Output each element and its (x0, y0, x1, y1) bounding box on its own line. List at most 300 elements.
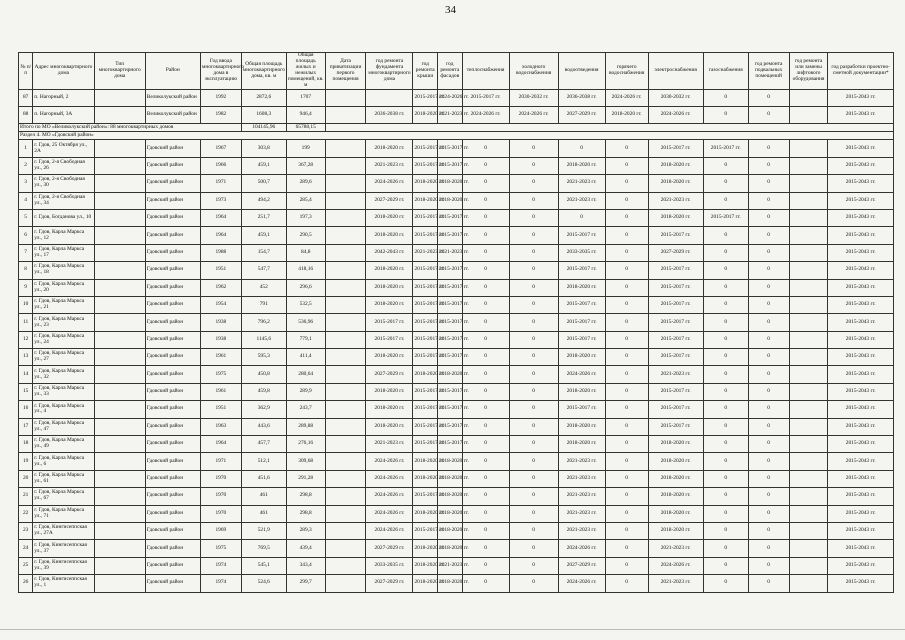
table-cell: 2015-2017 гг. (438, 436, 463, 453)
table-row (19, 209, 894, 226)
table-cell: 26 (19, 575, 33, 592)
table-cell: 459,1 (241, 157, 286, 174)
table-cell: 450,8 (241, 366, 286, 383)
table-cell (94, 453, 145, 470)
table-cell: 0 (509, 505, 558, 522)
table-cell: 0 (462, 436, 509, 453)
table-cell: 17 (19, 418, 33, 435)
table-cell (325, 209, 366, 226)
table-row (19, 557, 894, 574)
table-cell: 1988 (200, 244, 241, 261)
table-cell: 298,8 (286, 505, 325, 522)
table-cell (325, 470, 366, 487)
table-cell: 0 (703, 244, 748, 261)
table-cell: 0 (509, 175, 558, 192)
table-cell: 1970 (200, 488, 241, 505)
table-cell: 2018-2020 гг. (605, 107, 648, 124)
table-cell: 0 (509, 331, 558, 348)
table-cell: 0 (703, 557, 748, 574)
table-cell: 0 (748, 279, 789, 296)
table-cell (94, 575, 145, 592)
table-cell: 0 (703, 453, 748, 470)
table-cell: п. Нагорный, 2 (33, 89, 94, 106)
table-cell: 451,6 (241, 470, 286, 487)
table-cell (94, 157, 145, 174)
table-cell: 0 (703, 227, 748, 244)
table-cell: 1938 (200, 331, 241, 348)
table-cell: 779,1 (286, 331, 325, 348)
table-cell: 0 (748, 349, 789, 366)
table-cell: 0 (605, 331, 648, 348)
table-row (19, 331, 894, 348)
table-cell: 289,3 (286, 523, 325, 540)
table-cell: г. Гдов, Карла Маркса ул., 12 (33, 227, 94, 244)
table-row (19, 244, 894, 261)
table-cell: 0 (748, 366, 789, 383)
table-cell: 2015-2017 гг. (648, 279, 703, 296)
table-cell: 457,7 (241, 436, 286, 453)
table-cell: 0 (605, 366, 648, 383)
table-cell: 299,7 (286, 575, 325, 592)
table-cell: 0 (462, 575, 509, 592)
table-cell: 0 (748, 192, 789, 209)
table-cell: 2015-2017 гг. (648, 383, 703, 400)
table-cell: 2015-2017 гг. (413, 488, 438, 505)
table-cell (94, 279, 145, 296)
table-cell: 0 (605, 140, 648, 157)
table-cell (789, 314, 828, 331)
table-cell: 19 (19, 453, 33, 470)
header-basement: год ремонта подвальных помещений (748, 53, 789, 90)
table-cell: 0 (462, 366, 509, 383)
table-cell: Гдовский район (145, 418, 200, 435)
table-cell (325, 157, 366, 174)
page-number: 34 (445, 4, 456, 16)
header-hot-water: горячего водоснабжения (605, 53, 648, 90)
table-cell (94, 192, 145, 209)
table-cell: 0 (605, 557, 648, 574)
table-cell: 2021-2023 гг. (413, 244, 438, 261)
table-cell: 0 (462, 557, 509, 574)
table-cell (789, 383, 828, 400)
table-cell: 2015-2017 гг. (413, 418, 438, 435)
table-cell: 2021-2023 гг. (366, 157, 413, 174)
table-cell: 10 (19, 296, 33, 313)
table-row (19, 453, 894, 470)
table-cell: 2015-2017 гг. (558, 331, 605, 348)
table-cell: 2018-2020 гг. (648, 470, 703, 487)
table-cell: 2015-2017 гг. (438, 314, 463, 331)
table-cell: 0 (509, 401, 558, 418)
table-cell: 2021-2023 гг. (366, 436, 413, 453)
table-row (19, 523, 894, 540)
table-cell: 0 (748, 157, 789, 174)
table-cell: 2018-2020 гг. (413, 453, 438, 470)
table-cell: 15 (19, 383, 33, 400)
table-cell: Гдовский район (145, 209, 200, 226)
table-cell: Гдовский район (145, 575, 200, 592)
table-cell: 2015-2017 гг. (558, 401, 605, 418)
table-cell: 3 (19, 175, 33, 192)
table-cell: 0 (509, 279, 558, 296)
header-facade: год ремонта фасадов (438, 53, 463, 90)
table-row (19, 349, 894, 366)
table-cell: 2018-2020 гг. (413, 540, 438, 557)
table-cell: 2015-2043 гг. (828, 192, 894, 209)
table-cell: 2024-2026 гг. (366, 470, 413, 487)
table-cell: 2021-2023 гг. (438, 244, 463, 261)
table-cell: 0 (703, 314, 748, 331)
table-cell: 769,5 (241, 540, 286, 557)
header-drainage: водоотведения (558, 53, 605, 90)
table-cell: 2018-2020 гг. (648, 209, 703, 226)
table-cell: 12 (19, 331, 33, 348)
table-cell: 2015-2017 гг. (413, 157, 438, 174)
table-cell: 289,9 (286, 383, 325, 400)
table-cell: 0 (703, 262, 748, 279)
table-cell: 2015-2043 гг. (828, 331, 894, 348)
table-cell: 7 (19, 244, 33, 261)
table-cell: 0 (748, 296, 789, 313)
table-cell: 2018-2020 гг. (366, 279, 413, 296)
table-cell: 2018-2020 гг. (366, 401, 413, 418)
table-cell: 0 (748, 575, 789, 592)
table-cell: 0 (462, 383, 509, 400)
table-cell: 2015-2043 гг. (828, 523, 894, 540)
table-cell: 197,3 (286, 209, 325, 226)
table-cell: 11 (19, 314, 33, 331)
table-cell: 2018-2020 гг. (413, 470, 438, 487)
table-cell: 0 (462, 540, 509, 557)
table-cell: 2018-2020 гг. (413, 107, 438, 124)
table-cell: 280,64 (286, 366, 325, 383)
table-cell: г. Гдов, 2-я Свободная ул., 30 (33, 175, 94, 192)
table-cell (325, 436, 366, 453)
table-cell: Гдовский район (145, 192, 200, 209)
table-cell: 0 (462, 209, 509, 226)
table-cell: 2036-2038 гг. (366, 107, 413, 124)
table-cell: 87 (19, 89, 33, 106)
table-cell: 2015-2043 гг. (828, 575, 894, 592)
table-cell: 2018-2020 гг. (413, 175, 438, 192)
table-cell: 2015-2043 гг. (828, 157, 894, 174)
table-row (19, 575, 894, 592)
table-cell (94, 557, 145, 574)
table-cell (789, 401, 828, 418)
table-row (19, 107, 894, 124)
table-cell: 0 (462, 157, 509, 174)
table-cell: Гдовский район (145, 262, 200, 279)
table-cell: 2033-2035 гг. (558, 244, 605, 261)
table-cell: 0 (703, 418, 748, 435)
table-cell: 1 (19, 140, 33, 157)
header-elevator: год ремонта или замены лифтового оборудования (789, 53, 828, 90)
table-cell: 2021-2023 гг. (558, 488, 605, 505)
table-cell (789, 505, 828, 522)
section-row (19, 132, 894, 140)
table-cell: 2024-2026 гг. (366, 505, 413, 522)
table-cell: 521,9 (241, 523, 286, 540)
table-cell: 5 (19, 209, 33, 226)
table-cell: 2018-2020 гг. (366, 227, 413, 244)
table-cell: 0 (605, 453, 648, 470)
table-cell: 0 (462, 262, 509, 279)
table-cell: 1973 (200, 192, 241, 209)
table-cell: 796,2 (241, 314, 286, 331)
table-cell (94, 331, 145, 348)
table-cell: 2021-2023 гг. (438, 107, 463, 124)
table-cell: Гдовский район (145, 488, 200, 505)
table-cell: 2015-2043 гг. (828, 296, 894, 313)
table-cell: 2018-2020 гг. (558, 279, 605, 296)
table-cell: 2027-2029 гг. (648, 244, 703, 261)
header-electric: электроснабжения (648, 53, 703, 90)
table-cell: 2015-2043 гг. (828, 401, 894, 418)
table-cell: Гдовский район (145, 383, 200, 400)
header-foundation: год ремонта фундамента многоквартирного дома (366, 53, 413, 90)
table-cell: 1954 (200, 296, 241, 313)
table-cell: 536,96 (286, 314, 325, 331)
table-cell: 0 (509, 192, 558, 209)
table-cell: Гдовский район (145, 314, 200, 331)
table-cell: Гдовский район (145, 540, 200, 557)
table-cell: 2024-2026 гг. (509, 107, 558, 124)
table-cell: Гдовский район (145, 366, 200, 383)
table-cell: 2015-2017 гг. (413, 209, 438, 226)
table-cell: 0 (509, 209, 558, 226)
table-cell: 2018-2020 гг. (366, 262, 413, 279)
table-cell (94, 488, 145, 505)
table-cell: 367,28 (286, 157, 325, 174)
table-cell: 532,5 (286, 296, 325, 313)
table-cell (789, 366, 828, 383)
table-cell (94, 383, 145, 400)
table-cell: 0 (605, 540, 648, 557)
header-gas: газоснабжения (703, 53, 748, 90)
table-row (19, 279, 894, 296)
table-cell: 0 (462, 488, 509, 505)
table-cell: 0 (509, 227, 558, 244)
table-cell: 1145,6 (241, 331, 286, 348)
table-cell: 0 (605, 488, 648, 505)
table-cell: 595,3 (241, 349, 286, 366)
table-cell (789, 227, 828, 244)
table-cell: 251,7 (241, 209, 286, 226)
table-cell: 296,6 (286, 279, 325, 296)
table-cell: 291,28 (286, 470, 325, 487)
table-cell: 2015-2043 гг. (828, 209, 894, 226)
table-cell: 1951 (200, 262, 241, 279)
table-cell: 1963 (200, 418, 241, 435)
table-cell: 0 (605, 209, 648, 226)
table-cell (789, 331, 828, 348)
table-cell: 2015-2043 гг. (828, 436, 894, 453)
table-cell: 0 (748, 227, 789, 244)
table-row (19, 436, 894, 453)
table-row (19, 505, 894, 522)
table-cell: 2015-2017 гг. (413, 262, 438, 279)
table-cell: 2024-2026 гг. (438, 89, 463, 106)
table-cell (94, 470, 145, 487)
table-cell: г. Гдов, Кингисеппская ул., 37 (33, 540, 94, 557)
table-cell: 512,1 (241, 453, 286, 470)
table-cell (325, 296, 366, 313)
table-cell: 2021-2023 гг. (648, 366, 703, 383)
table-cell (94, 401, 145, 418)
table-cell: 343,4 (286, 557, 325, 574)
table-cell: 2015-2017 гг. (703, 209, 748, 226)
table-cell: г. Гдов, Карла Маркса ул., 4 (33, 401, 94, 418)
table-cell: 0 (703, 401, 748, 418)
table-row (19, 296, 894, 313)
table-row (19, 470, 894, 487)
table-cell: 2015-2043 гг. (828, 488, 894, 505)
table-cell: 2015-2017 гг. (413, 279, 438, 296)
table-cell: г. Гдов, Карла Маркса ул., 24 (33, 331, 94, 348)
table-row (19, 418, 894, 435)
table-cell: 0 (509, 453, 558, 470)
table-cell: 0 (748, 89, 789, 106)
table-cell: Великолукский район (145, 89, 200, 106)
table-cell: 0 (605, 575, 648, 592)
table-cell: 2015-2017 гг. (438, 349, 463, 366)
table-cell: 411,4 (286, 349, 325, 366)
table-cell: Гдовский район (145, 349, 200, 366)
table-cell: 1971 (200, 175, 241, 192)
table-cell: 1608,3 (241, 107, 286, 124)
table-cell: 2018-2020 гг. (438, 505, 463, 522)
table-cell: Гдовский район (145, 227, 200, 244)
table-cell: 1975 (200, 366, 241, 383)
header-cold-water: холодного водоснабжения (509, 53, 558, 90)
table-cell: г. Гдов, Кингисеппская ул., 1 (33, 575, 94, 592)
section-label: Раздел 4. МО «Гдовский район» (19, 132, 894, 140)
table-row (19, 366, 894, 383)
table-row (19, 383, 894, 400)
table-cell (325, 107, 366, 124)
table-cell: 0 (462, 470, 509, 487)
table-cell: 1964 (200, 209, 241, 226)
table-cell: 1974 (200, 575, 241, 592)
table-cell: 946,4 (286, 107, 325, 124)
table-cell: 0 (748, 523, 789, 540)
table-cell: г. Гдов, Карла Маркса ул., 67 (33, 488, 94, 505)
table-cell (789, 279, 828, 296)
table-cell: 2021-2023 гг. (438, 557, 463, 574)
table-cell: 2018-2020 гг. (366, 349, 413, 366)
table-cell: 1964 (200, 227, 241, 244)
table-cell: 0 (462, 453, 509, 470)
table-cell: 84,8 (286, 244, 325, 261)
table-cell: 2015-2043 гг. (828, 383, 894, 400)
table-cell: 0 (558, 140, 605, 157)
table-cell: 2021-2023 гг. (558, 523, 605, 540)
table-cell: 0 (748, 540, 789, 557)
table-cell: 0 (605, 470, 648, 487)
table-cell: 2015-2017 гг. (648, 349, 703, 366)
table-cell: 524,6 (241, 575, 286, 592)
table-cell: 1970 (200, 470, 241, 487)
table-cell: 2015-2017 гг. (438, 157, 463, 174)
header-privatization: Дата приватизации первого помещения (325, 53, 366, 90)
table-cell: 1962 (200, 279, 241, 296)
table-cell: 0 (748, 262, 789, 279)
table-cell (325, 418, 366, 435)
table-cell: 0 (748, 244, 789, 261)
table-cell: 0 (509, 436, 558, 453)
table-cell (325, 453, 366, 470)
total-row (19, 124, 894, 132)
table-cell (789, 157, 828, 174)
table-cell: 0 (462, 296, 509, 313)
table-cell: Гдовский район (145, 557, 200, 574)
table-cell: 1982 (200, 107, 241, 124)
table-cell: 2015-2043 гг. (828, 140, 894, 157)
table-cell: 0 (703, 296, 748, 313)
table-cell: 0 (509, 575, 558, 592)
table-cell: 2018-2020 гг. (558, 418, 605, 435)
table-cell: 2024-2026 гг. (366, 175, 413, 192)
table-cell: 2015-2017 гг. (648, 140, 703, 157)
table-cell: г. Гдов, Карла Маркса ул., 6 (33, 453, 94, 470)
table-cell: 0 (605, 436, 648, 453)
table-cell: 0 (509, 418, 558, 435)
table-cell: 2018-2020 гг. (366, 383, 413, 400)
table-cell: 0 (748, 175, 789, 192)
table-cell: 2027-2029 гг. (366, 366, 413, 383)
table-cell: п. Нагорный, 3А (33, 107, 94, 124)
table-cell: 2015-2017 гг. (648, 418, 703, 435)
table-cell: 452 (241, 279, 286, 296)
table-cell (325, 505, 366, 522)
table-cell: Гдовский район (145, 157, 200, 174)
table-cell: г. Гдов, Карла Маркса ул., 27 (33, 349, 94, 366)
table-cell: 0 (509, 296, 558, 313)
table-cell: 2030-2032 гг. (509, 89, 558, 106)
table-cell: 545,1 (241, 557, 286, 574)
table-cell: Гдовский район (145, 331, 200, 348)
table-cell (789, 488, 828, 505)
table-cell: 0 (703, 107, 748, 124)
table-cell: 289,88 (286, 418, 325, 435)
table-cell: 2015-2017 гг. (648, 314, 703, 331)
table-cell (94, 349, 145, 366)
table-cell: 2015-2017 гг. (366, 331, 413, 348)
table-cell: 23 (19, 523, 33, 540)
table-cell (325, 279, 366, 296)
header-living-area: Общая площадь жилых и нежилых помещений, кв. м (287, 52, 324, 88)
header-roof: год ремонта крыши (413, 53, 438, 90)
table-cell: Гдовский район (145, 401, 200, 418)
table-cell: 2872,6 (241, 89, 286, 106)
table-cell: 2018-2020 гг. (558, 436, 605, 453)
table-cell: 0 (509, 262, 558, 279)
table-cell: 0 (509, 314, 558, 331)
table-cell: 0 (748, 488, 789, 505)
table-cell: 418,16 (286, 262, 325, 279)
table-cell: г. Гдов, 2-я Свободная ул., 34 (33, 192, 94, 209)
table-cell: 2015-2017 гг. (413, 349, 438, 366)
header-district: Район (145, 53, 200, 90)
table-cell: 2015-2017 гг. (438, 140, 463, 157)
header-total-area: Общая площадь многоквартирного дома, кв. м (241, 53, 286, 90)
table-cell: 2015-2043 гг. (828, 540, 894, 557)
table-cell: 2018-2020 гг. (438, 575, 463, 592)
table-cell: 1971 (200, 453, 241, 470)
table-cell: 0 (605, 262, 648, 279)
table-cell: Гдовский район (145, 244, 200, 261)
table-cell: г. Гдов, Богданова ул., 10 (33, 209, 94, 226)
